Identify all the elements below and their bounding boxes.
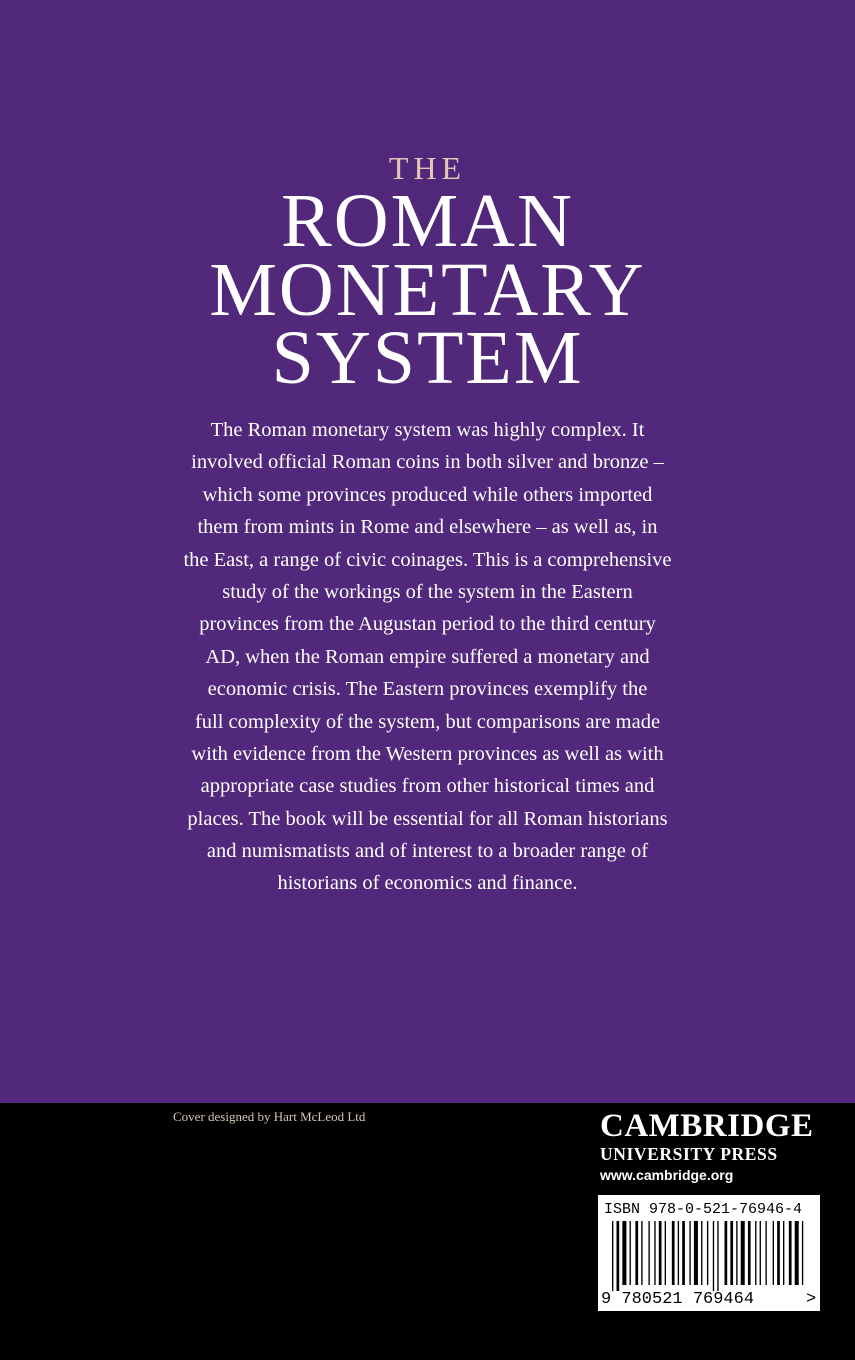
barcode-bar [648,1221,649,1285]
barcode-bar [783,1221,784,1285]
blurb-line: places. The book will be essential for all Roman historians [187,807,668,830]
barcode-bar [707,1221,708,1285]
barcode-bar [713,1221,714,1291]
isbn-label: ISBN 978-0-521-76946-4 [604,1201,803,1218]
barcode-bar [622,1221,626,1285]
title-line-3: SYSTEM [271,316,584,400]
isbn-barcode [598,1195,820,1311]
barcode-digits: 9 780521 769464 [601,1290,755,1309]
blurb-line: appropriate case studies from other historical times and [200,775,655,798]
publisher-subtitle: UNIVERSITY PRESS [600,1144,778,1164]
barcode-graphic [598,1195,820,1311]
barcode-bar [717,1221,718,1291]
barcode-bar [773,1221,774,1285]
blurb-line: provinces from the Augustan period to the third century [199,613,656,636]
barcode-bar [682,1221,685,1285]
barcode-bar [741,1221,745,1285]
barcode-marker: > [806,1290,817,1309]
title-kicker: THE [388,150,467,186]
blurb-line: the East, a range of civic coinages. This is a comprehensive [183,548,672,571]
title-line-1: ROMAN [281,179,574,263]
blurb-line: economic crisis. The Eastern provinces exemplify the [207,678,648,701]
blurb-line: study of the workings of the system in the Eastern [222,580,633,603]
barcode-bar [635,1221,638,1285]
barcode-bar [694,1221,698,1285]
barcode-bar [725,1221,728,1285]
blurb-line: which some provinces produced while others imported [202,483,653,506]
barcode-bar [701,1221,702,1285]
cover-design-credit: Cover designed by Hart McLeod Ltd [173,1109,366,1124]
barcode-bar [630,1221,631,1285]
barcode-bar [672,1221,675,1285]
barcode-bar [678,1221,679,1285]
barcode-bar [777,1221,780,1285]
barcode-bar [789,1221,792,1285]
barcode-bar [760,1221,761,1285]
barcode-bar [755,1221,756,1285]
blurb-line: and numismatists and of interest to a broader range of [206,840,649,863]
barcode-bar [654,1221,655,1285]
barcode-bar [730,1221,733,1285]
barcode-bar [641,1221,642,1285]
barcode-bar [748,1221,751,1285]
barcode-bar [659,1221,662,1285]
blurb-line: The Roman monetary system was highly complex. It [210,419,645,441]
publisher-url: www.cambridge.org [600,1167,734,1183]
book-blurb [150,414,705,900]
publisher-logo [600,1108,830,1184]
barcode-bar [765,1221,766,1285]
blurb-line: AD, when the Roman empire suffered a monetary and [205,645,650,668]
barcode-bar [665,1221,666,1285]
barcode-bar [736,1221,737,1285]
title-line-2: MONETARY [209,248,646,332]
barcode-bar [795,1221,799,1285]
publisher-name: CAMBRIDGE [600,1108,814,1144]
barcode-bar [612,1221,613,1291]
barcode-bar [617,1221,620,1291]
blurb-line: with evidence from the Western provinces as well as with [191,742,664,765]
barcode-bar [689,1221,690,1285]
blurb-line: full complexity of the system, but comparisons are made [194,710,661,733]
blurb-line: involved official Roman coins in both silver and bronze – [191,451,664,474]
blurb-line: them from mints in Rome and elsewhere – as well as, in [197,516,658,539]
barcode-bars [612,1221,803,1291]
barcode-bar [802,1221,803,1285]
blurb-line: historians of economics and finance. [277,872,578,895]
